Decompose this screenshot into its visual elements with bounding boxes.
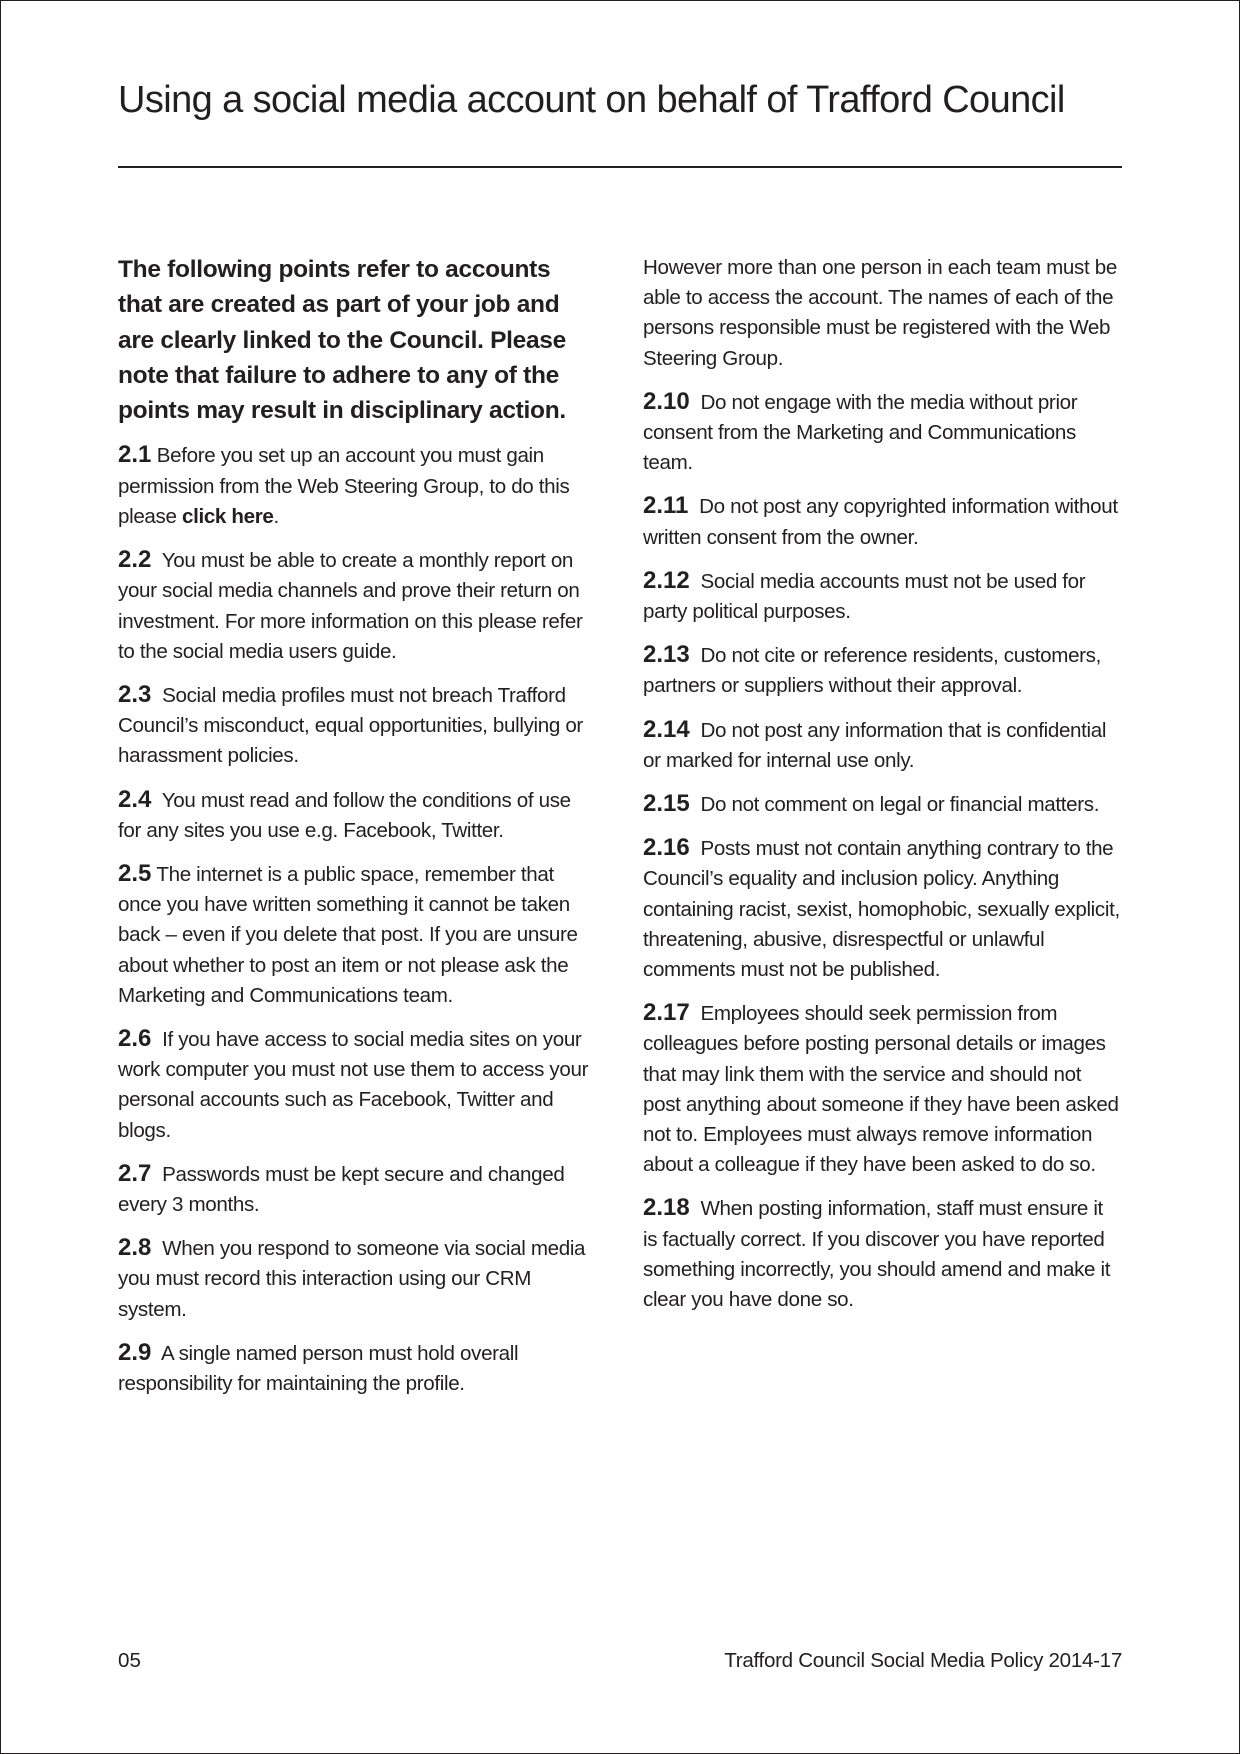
point-text: A single named person must hold overall responsibility for maintaining the profile.: [118, 1341, 519, 1395]
point-number: 2.8: [118, 1234, 152, 1262]
policy-point-2-15: [643, 789, 1121, 820]
policy-point-2-18: [643, 1193, 1121, 1315]
point-text: The internet is a public space, remember that once you have written something it cannot be taken back – even if you delete that post. If you are unsure about whether to post an item or not please ask the Marketing and Communications team.: [118, 862, 578, 1007]
point-number: 2.16: [643, 834, 690, 862]
page-number: 05: [118, 1649, 141, 1672]
point-text: When you respond to someone via social media you must record this interaction using our CRM system.: [118, 1237, 586, 1321]
point-number: 2.1: [118, 441, 152, 469]
point-number: 2.14: [643, 715, 690, 743]
point-text: Do not engage with the media without prior consent from the Marketing and Communications team.: [643, 390, 1078, 475]
policy-point-2-3: [118, 680, 596, 772]
point-number: 2.11: [643, 492, 689, 520]
point-text: Posts must not contain anything contrary to the Council’s equality and inclusion policy. Anything containing racist, sexist, homophobic, sexually explicit, threatening, abusive, disrespectful or unlawful comments must not be published.: [643, 837, 1120, 982]
right-column: [643, 253, 1121, 1328]
point-text: Social media accounts must not be used for party political purposes.: [643, 569, 1086, 624]
point-number: 2.18: [643, 1194, 690, 1222]
policy-point-2-9: [118, 1338, 596, 1399]
policy-point-2-13: [643, 640, 1121, 701]
point-text: Do not comment on legal or financial matters.: [700, 793, 1100, 817]
policy-point-2-14: [643, 715, 1121, 776]
policy-point-2-8: [118, 1233, 596, 1325]
point-number: 2.15: [643, 790, 690, 818]
point-text: Do not post any information that is confidential or marked for internal use only.: [643, 718, 1107, 772]
intro-statement: The following points refer to accounts that are created as part of your job and are clearly linked to the Council. Please note that failure to adhere to any of the points may result in disciplinary action.: [118, 256, 566, 425]
point-text: If you have access to social media sites on your work computer you must not use them to access your personal accounts such as Facebook, Twitter and blogs.: [118, 1027, 589, 1142]
policy-point-2-9-continued: However more than one person in each team must be able to access the account. The names of each of the persons responsible must be registered with the Web Steering Group.: [643, 256, 1117, 370]
point-number: 2.9: [118, 1338, 152, 1366]
policy-point-2-12: [643, 566, 1121, 627]
point-number: 2.13: [643, 641, 690, 669]
point-number: 2.6: [118, 1024, 152, 1052]
title-divider: [118, 166, 1122, 168]
point-number: 2.5: [118, 859, 152, 887]
point-number: 2.10: [643, 387, 690, 415]
point-end: .: [273, 504, 279, 528]
click-here-link[interactable]: click here: [181, 504, 274, 528]
policy-point-2-4: [118, 785, 596, 846]
policy-point-2-7: [118, 1159, 596, 1220]
policy-point-2-17: [643, 998, 1121, 1180]
footer-document-title: Trafford Council Social Media Policy 2014-17: [724, 1649, 1122, 1672]
policy-point-2-16: [643, 833, 1121, 985]
policy-point-2-1: [118, 440, 596, 532]
point-text: You must be able to create a monthly report on your social media channels and prove their return on investment. For more information on this please refer to the social media users guide.: [118, 549, 583, 663]
point-number: 2.7: [118, 1159, 152, 1187]
point-text: Employees should seek permission from colleagues before posting personal details or images that may link them with the service and should not post anything about someone if they have been asked not to. Employees must always remove information about a colleague if they have been asked to do so.: [643, 1002, 1119, 1177]
point-text: Passwords must be kept secure and changed every 3 months.: [118, 1162, 565, 1216]
point-text: Social media profiles must not breach Trafford Council’s misconduct, equal opportunities, bullying or harassment policies.: [118, 683, 583, 768]
left-column: [118, 252, 596, 1412]
policy-point-2-5: [118, 859, 596, 1011]
point-text: Do not cite or reference residents, customers, partners or suppliers without their approval.: [643, 644, 1102, 698]
point-text: You must read and follow the conditions of use for any sites you use e.g. Facebook, Twitter.: [118, 788, 571, 842]
policy-point-2-10: [643, 387, 1121, 479]
point-text: When posting information, staff must ensure it is factually correct. If you discover you have reported something incorrectly, you should amend and make it clear you have done so.: [643, 1197, 1111, 1312]
point-number: 2.17: [643, 999, 690, 1027]
policy-point-2-2: [118, 545, 596, 667]
point-number: 2.3: [118, 680, 152, 708]
point-text: Do not post any copyrighted information without written consent from the owner.: [643, 495, 1118, 549]
point-text: Before you set up an account you must gain permission from the Web Steering Group, to do this please: [118, 444, 570, 528]
policy-point-2-6: [118, 1024, 596, 1146]
point-number: 2.12: [643, 566, 690, 594]
page-title: Using a social media account on behalf of Trafford Council: [118, 79, 1065, 121]
point-number: 2.4: [118, 785, 152, 813]
point-number: 2.2: [118, 546, 152, 574]
policy-point-2-11: [643, 491, 1121, 552]
